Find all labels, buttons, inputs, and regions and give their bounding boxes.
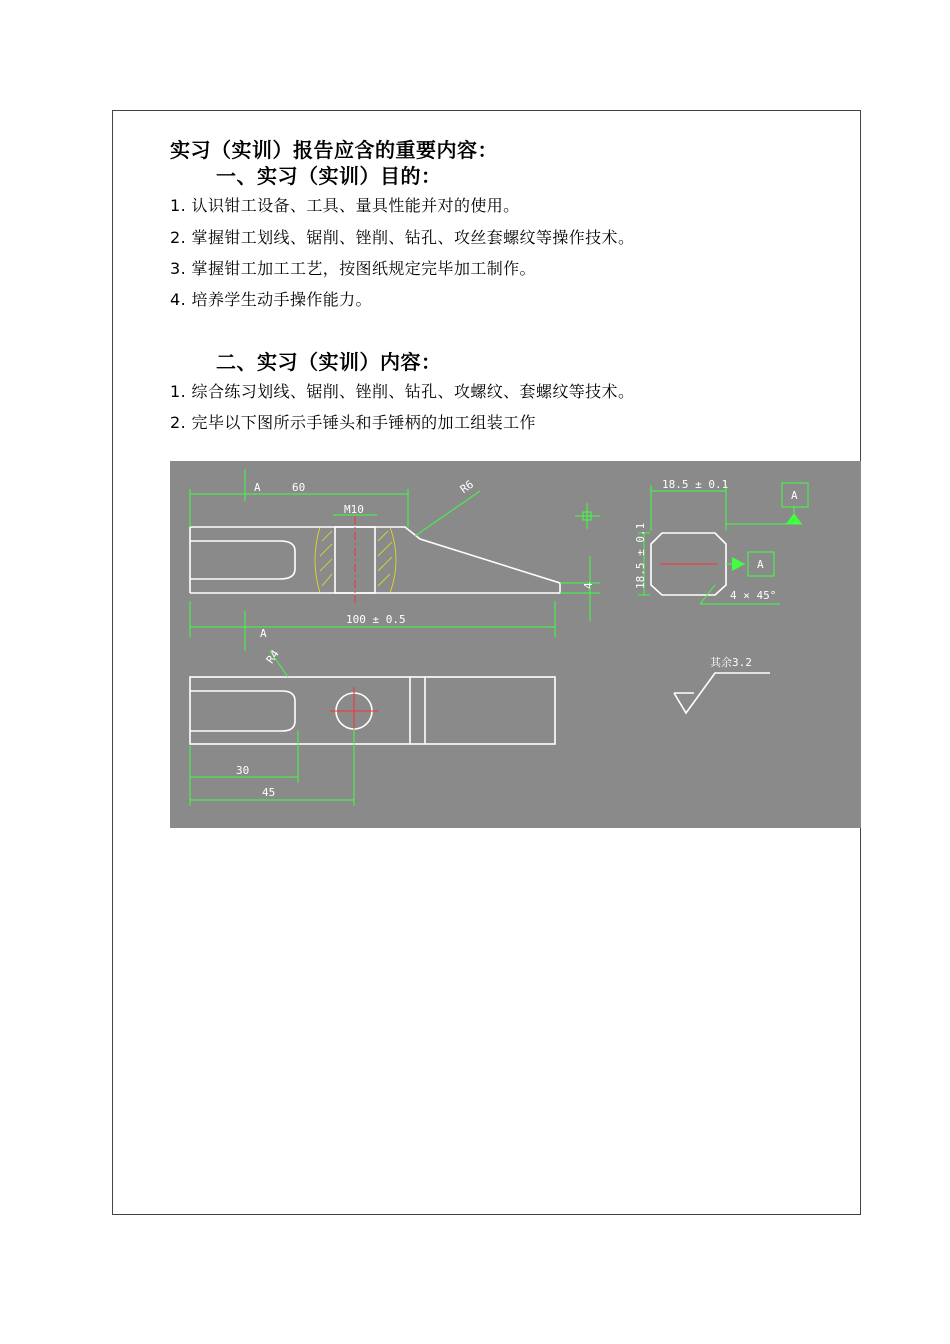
dim-100: 100 ± 0.5 — [346, 613, 406, 626]
section1-item: 4. 培养学生动手操作能力。 — [170, 290, 372, 309]
section1-heading: 一、实习（实训）目的： — [216, 164, 442, 188]
section1-item: 3. 掌握钳工加工工艺，按图纸规定完毕加工制作。 — [170, 259, 536, 278]
section2-item: 1. 综合练习划线、锯削、锉削、钻孔、攻螺纹、套螺纹等技术。 — [170, 382, 635, 401]
datum-a-top: A — [791, 489, 798, 502]
dim-r6: R6 — [457, 477, 477, 497]
roughness-symbol — [674, 655, 770, 713]
dim-4: 4 — [582, 582, 595, 589]
hammer-top-view — [190, 516, 560, 603]
dim-18-5-side: 18.5 ± 0.1 — [634, 522, 647, 589]
section-a-top: A — [254, 481, 261, 494]
dim-45: 45 — [262, 786, 276, 799]
page-title: 实习（实训）报告应含的重要内容： — [170, 138, 498, 162]
dim-chamfer: 4 × 45° — [730, 589, 777, 602]
cross-section-view — [638, 483, 808, 604]
dim-18-5-top: 18.5 ± 0.1 — [662, 478, 729, 491]
top-view-labels — [254, 478, 595, 640]
hammer-bottom-view — [190, 651, 555, 806]
dim-r4: R4 — [263, 647, 282, 666]
section2-heading: 二、实习（实训）内容： — [216, 350, 442, 374]
dim-m10: M10 — [344, 503, 364, 516]
roughness-label: 其余3.2 — [710, 656, 752, 669]
section1-item: 2. 掌握钳工划线、锯削、锉削、钻孔、攻丝套螺纹等操作技术。 — [170, 228, 635, 247]
dim-30: 30 — [236, 764, 250, 777]
dim-60: 60 — [292, 481, 306, 494]
section-a-bottom: A — [260, 627, 267, 640]
section1-item: 1. 认识钳工设备、工具、量具性能并对的使用。 — [170, 196, 520, 215]
cross-section-labels — [634, 478, 798, 602]
section2-item: 2. 完毕以下图所示手锤头和手锤柄的加工组装工作 — [170, 413, 536, 432]
datum-a-side: A — [757, 558, 764, 571]
bottom-view-labels — [236, 647, 282, 799]
engineering-drawing — [170, 461, 861, 828]
